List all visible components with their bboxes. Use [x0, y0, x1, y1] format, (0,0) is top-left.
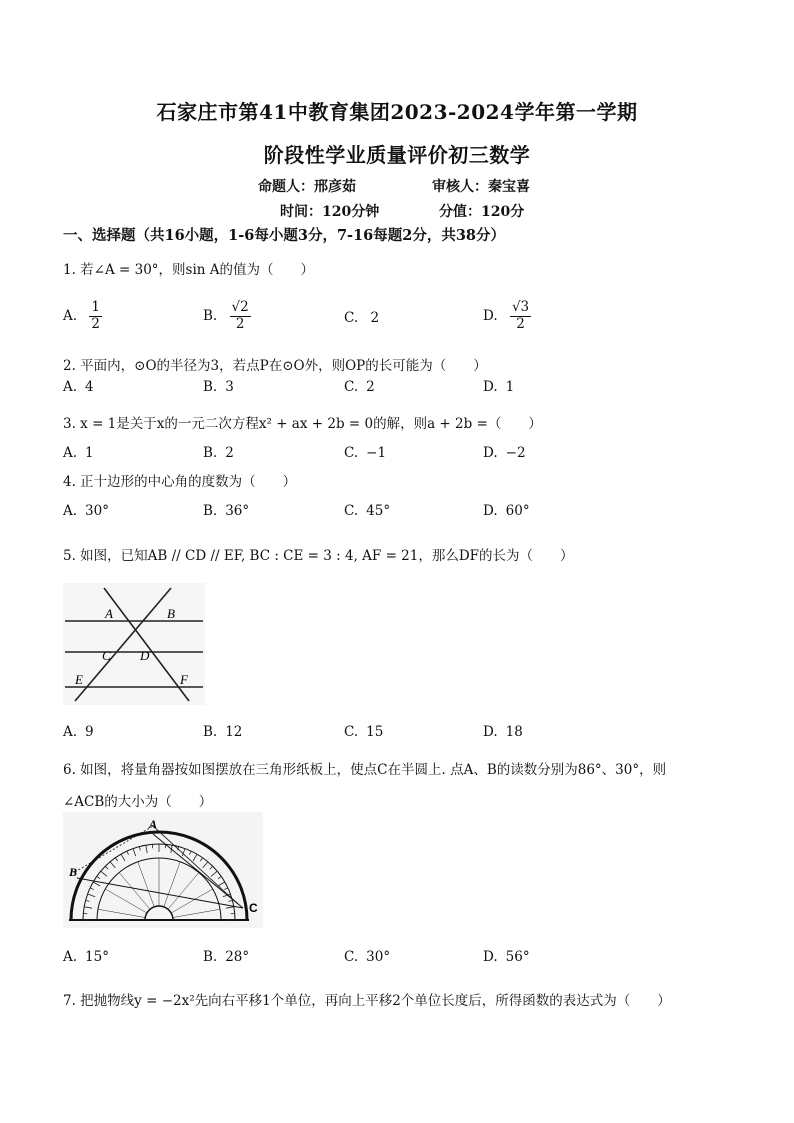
fraction [510, 300, 531, 332]
fraction-denominator: 2 [91, 315, 100, 332]
option-label: A. [63, 503, 78, 519]
question-2-options [63, 379, 743, 415]
question-1-options [63, 300, 743, 336]
option-a [63, 503, 109, 519]
fraction-denominator: 2 [516, 315, 525, 332]
option-b [203, 949, 249, 965]
option-label: C. [344, 379, 359, 395]
option-label: C. [344, 310, 359, 326]
label-a: A [149, 817, 158, 831]
protractor-figure [63, 812, 263, 928]
option-c [344, 949, 390, 965]
option-c [344, 724, 383, 740]
option-label: B. [203, 445, 218, 461]
option-value: 2 [366, 379, 375, 395]
option-label: D. [483, 307, 498, 324]
option-value: 18 [505, 724, 523, 740]
option-value: −2 [505, 445, 526, 461]
option-label: A. [63, 379, 78, 395]
option-value: 60° [505, 503, 530, 519]
fraction-numerator: √2 [231, 299, 249, 315]
option-b [203, 445, 234, 461]
option-label: D. [483, 724, 498, 740]
label-c: C [102, 648, 111, 663]
fraction-numerator: √3 [511, 299, 530, 315]
option-d [483, 503, 530, 519]
option-d [483, 379, 514, 395]
label-f: F [180, 672, 188, 687]
option-c [344, 503, 390, 519]
option-value: 15° [85, 949, 109, 965]
option-d [483, 724, 523, 740]
option-label: B. [203, 379, 218, 395]
question-6-line-2: ∠ACB的大小为（ ） [63, 794, 213, 810]
question-7: 7. 把抛物线y = −2x²先向右平移1个单位，再向上平移2个单位长度后，所得函数的表达式为（ ） [63, 993, 671, 1009]
fraction-denominator: 2 [235, 315, 245, 332]
option-label: A. [63, 307, 78, 324]
question-6-line-1: 6. 如图，将量角器按如图摆放在三角形纸板上，使点C在半圆上. 点A、B的读数分别为86°、30°，则 [63, 762, 667, 778]
exam-subtitle: 阶段性学业质量评价初三数学 [263, 143, 531, 167]
option-label: A. [63, 445, 78, 461]
question-4: 4. 正十边形的中心角的度数为（ ） [63, 474, 297, 490]
fraction [230, 300, 251, 332]
label-c: C [249, 901, 258, 915]
option-b [203, 724, 242, 740]
option-b [203, 503, 249, 519]
option-label: D. [483, 379, 498, 395]
option-value: 15 [366, 724, 384, 740]
option-label: B. [203, 503, 218, 519]
option-value: 12 [225, 724, 243, 740]
option-a [63, 379, 94, 395]
time-label: 时间：120分钟 [280, 204, 380, 220]
option-d [483, 300, 531, 332]
option-value: 2 [225, 445, 234, 461]
label-a: A [105, 606, 113, 621]
label-b: B [167, 606, 175, 621]
label-b: B [69, 865, 78, 879]
option-label: A. [63, 949, 78, 965]
option-c [344, 445, 386, 461]
question-1: 1. 若∠A = 30°，则sin A的值为（ ） [63, 262, 315, 278]
option-c [344, 379, 375, 395]
label-e: E [75, 672, 83, 687]
question-5: 5. 如图，已知AB // CD // EF, BC : CE = 3 : 4, AF = 21，那么DF的长为（ ） [63, 548, 574, 564]
option-a [63, 445, 94, 461]
option-label: B. [203, 307, 218, 324]
option-value: 56° [505, 949, 530, 965]
score-label: 分值：120分 [439, 204, 525, 220]
option-a [63, 949, 109, 965]
option-label: D. [483, 445, 498, 461]
option-a [63, 300, 102, 332]
reviewer-label: 审核人：秦宝喜 [432, 179, 530, 195]
exam-title: 石家庄市第41中教育集团2023-2024学年第一学期 [156, 100, 638, 124]
option-label: C. [344, 445, 359, 461]
option-label: D. [483, 503, 498, 519]
option-label: C. [344, 949, 359, 965]
question-5-options [63, 724, 743, 760]
option-label: D. [483, 949, 498, 965]
option-d [483, 445, 526, 461]
author-label: 命题人：邢彦茹 [258, 179, 356, 195]
question-3: 3. x = 1是关于x的一元二次方程x² + ax + 2b = 0的解，则a + 2b =（ ） [63, 416, 542, 432]
option-label: B. [203, 724, 218, 740]
option-value: −1 [366, 445, 387, 461]
option-b [203, 379, 234, 395]
option-d [483, 949, 530, 965]
option-value: 2 [370, 310, 380, 326]
option-label: C. [344, 724, 359, 740]
option-label: B. [203, 949, 218, 965]
option-value: 45° [366, 503, 391, 519]
option-value: 28° [225, 949, 250, 965]
option-c [344, 310, 379, 326]
option-value: 30° [85, 503, 109, 519]
option-value: 30° [366, 949, 391, 965]
option-value: 1 [505, 379, 515, 395]
question-2: 2. 平面内，⊙O的半径为3，若点P在⊙O外，则OP的长可能为（ ） [63, 358, 487, 374]
question-6-options [63, 949, 743, 985]
parallel-lines-figure [63, 583, 205, 705]
section-title: 一、选择题（共16小题，1-6每小题3分，7-16每题2分，共38分） [63, 227, 506, 244]
fraction [89, 300, 102, 332]
question-4-options [63, 503, 743, 539]
fraction-numerator: 1 [91, 299, 100, 315]
option-label: C. [344, 503, 359, 519]
option-value: 4 [85, 379, 94, 395]
option-value: 36° [225, 503, 250, 519]
option-value: 9 [85, 724, 94, 740]
label-d: D [140, 648, 150, 663]
option-a [63, 724, 94, 740]
option-value: 1 [85, 445, 94, 461]
option-value: 3 [225, 379, 234, 395]
option-label: A. [63, 724, 78, 740]
option-b [203, 300, 251, 332]
